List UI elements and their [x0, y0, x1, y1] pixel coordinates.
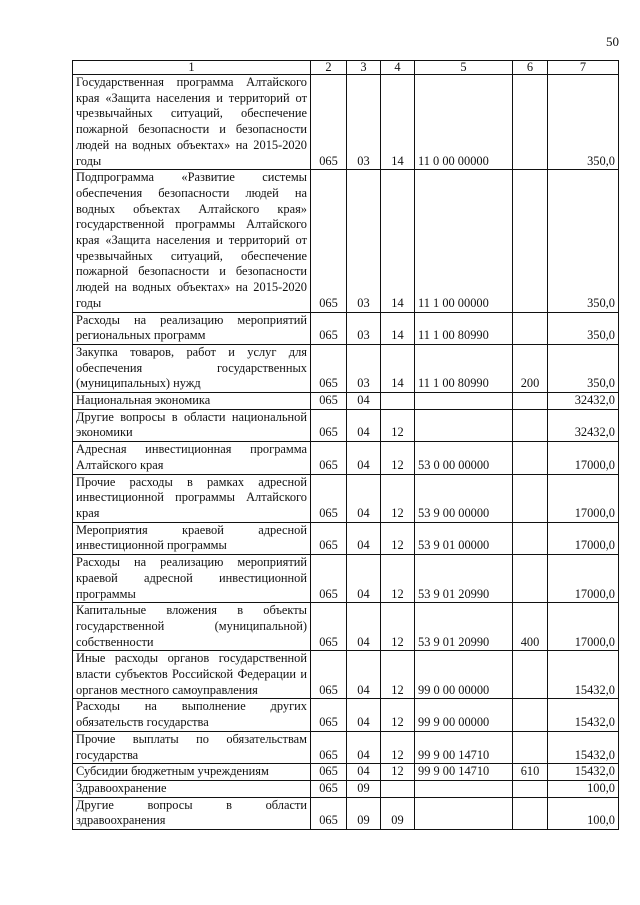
- row-ministry-code: 065: [311, 780, 347, 797]
- row-amount: 32432,0: [548, 409, 619, 441]
- row-target-code: 11 0 00 00000: [415, 75, 513, 170]
- row-amount: 15432,0: [548, 731, 619, 763]
- row-amount: 350,0: [548, 344, 619, 392]
- row-amount: 32432,0: [548, 393, 619, 410]
- row-name: Расходы на реализацию мероприятий краевой адресной инвестиционной программы: [73, 555, 311, 603]
- budget-table: [72, 60, 619, 830]
- row-expense-type: [513, 312, 548, 344]
- row-subsection-code: 12: [381, 699, 415, 731]
- row-ministry-code: 065: [311, 344, 347, 392]
- table-row: [73, 651, 619, 699]
- row-subsection-code: 14: [381, 344, 415, 392]
- row-amount: 15432,0: [548, 699, 619, 731]
- table-row: [73, 170, 619, 312]
- row-amount: 350,0: [548, 75, 619, 170]
- row-ministry-code: 065: [311, 442, 347, 474]
- row-ministry-code: 065: [311, 522, 347, 554]
- row-target-code: 53 9 00 00000: [415, 474, 513, 522]
- row-expense-type: [513, 780, 548, 797]
- row-subsection-code: 12: [381, 764, 415, 781]
- row-name: Иные расходы органов государственной власти субъектов Российской Федерации и органов местного самоуправления: [73, 651, 311, 699]
- row-amount: 15432,0: [548, 651, 619, 699]
- row-name: Мероприятия краевой адресной инвестиционной программы: [73, 522, 311, 554]
- row-section-code: 04: [347, 651, 381, 699]
- table-row: [73, 393, 619, 410]
- column-header: 1: [73, 61, 311, 75]
- row-ministry-code: 065: [311, 764, 347, 781]
- column-header: 5: [415, 61, 513, 75]
- row-expense-type: [513, 393, 548, 410]
- row-target-code: 53 9 01 00000: [415, 522, 513, 554]
- row-ministry-code: 065: [311, 312, 347, 344]
- row-subsection-code: 12: [381, 442, 415, 474]
- row-target-code: [415, 409, 513, 441]
- row-amount: 17000,0: [548, 603, 619, 651]
- row-subsection-code: [381, 393, 415, 410]
- table-row: [73, 474, 619, 522]
- table-row: [73, 344, 619, 392]
- row-subsection-code: 14: [381, 312, 415, 344]
- table-row: [73, 409, 619, 441]
- row-ministry-code: 065: [311, 474, 347, 522]
- row-section-code: 04: [347, 522, 381, 554]
- row-target-code: 53 0 00 00000: [415, 442, 513, 474]
- row-name: Другие вопросы в области национальной экономики: [73, 409, 311, 441]
- row-name: Национальная экономика: [73, 393, 311, 410]
- row-name: Подпрограмма «Развитие системы обеспечения безопасности людей на водных объектах Алтайского края» государственной программы Алтайского края «Защита населения и территорий от чрезвычайных ситуаций, обеспечение пожарной безопасности и безопасности людей на водных объектах» на 2015-2020 годы: [73, 170, 311, 312]
- row-section-code: 04: [347, 393, 381, 410]
- row-ministry-code: 065: [311, 75, 347, 170]
- row-name: Прочие выплаты по обязательствам государства: [73, 731, 311, 763]
- row-name: Здравоохранение: [73, 780, 311, 797]
- row-target-code: 53 9 01 20990: [415, 555, 513, 603]
- row-ministry-code: 065: [311, 699, 347, 731]
- row-ministry-code: 065: [311, 651, 347, 699]
- table-row: [73, 555, 619, 603]
- table-row: [73, 797, 619, 829]
- row-section-code: 03: [347, 344, 381, 392]
- row-amount: 100,0: [548, 797, 619, 829]
- row-target-code: 99 9 00 14710: [415, 731, 513, 763]
- row-name: Прочие расходы в рамках адресной инвестиционной программы Алтайского края: [73, 474, 311, 522]
- row-section-code: 03: [347, 312, 381, 344]
- row-expense-type: [513, 75, 548, 170]
- row-expense-type: 610: [513, 764, 548, 781]
- row-section-code: 03: [347, 170, 381, 312]
- table-row: [73, 699, 619, 731]
- row-target-code: [415, 780, 513, 797]
- row-subsection-code: 12: [381, 651, 415, 699]
- row-section-code: 09: [347, 797, 381, 829]
- row-name: Адресная инвестиционная программа Алтайского края: [73, 442, 311, 474]
- row-section-code: 03: [347, 75, 381, 170]
- table-row: [73, 312, 619, 344]
- row-ministry-code: 065: [311, 409, 347, 441]
- row-name: Капитальные вложения в объекты государственной (муниципальной) собственности: [73, 603, 311, 651]
- row-subsection-code: 12: [381, 474, 415, 522]
- row-subsection-code: 09: [381, 797, 415, 829]
- row-target-code: 53 9 01 20990: [415, 603, 513, 651]
- row-subsection-code: 12: [381, 731, 415, 763]
- row-ministry-code: 065: [311, 555, 347, 603]
- row-name: Закупка товаров, работ и услуг для обеспечения государственных (муниципальных) нужд: [73, 344, 311, 392]
- row-expense-type: [513, 699, 548, 731]
- row-ministry-code: 065: [311, 393, 347, 410]
- row-subsection-code: 12: [381, 555, 415, 603]
- row-section-code: 04: [347, 555, 381, 603]
- column-header: 4: [381, 61, 415, 75]
- row-expense-type: [513, 731, 548, 763]
- row-subsection-code: 12: [381, 522, 415, 554]
- row-subsection-code: [381, 780, 415, 797]
- page-number: 50: [606, 34, 619, 49]
- row-amount: 17000,0: [548, 474, 619, 522]
- row-target-code: [415, 797, 513, 829]
- row-expense-type: [513, 474, 548, 522]
- row-section-code: 04: [347, 731, 381, 763]
- row-amount: 17000,0: [548, 522, 619, 554]
- row-expense-type: [513, 442, 548, 474]
- row-name: Государственная программа Алтайского края «Защита населения и территорий от чрезвычайных ситуаций, обеспечение пожарной безопасности и безопасности людей на водных объектах» на 2015-2020 годы: [73, 75, 311, 170]
- table-row: [73, 731, 619, 763]
- row-target-code: 11 1 00 80990: [415, 344, 513, 392]
- row-amount: 15432,0: [548, 764, 619, 781]
- row-section-code: 04: [347, 764, 381, 781]
- row-ministry-code: 065: [311, 797, 347, 829]
- table-row: [73, 442, 619, 474]
- row-section-code: 04: [347, 474, 381, 522]
- row-name: Расходы на реализацию мероприятий региональных программ: [73, 312, 311, 344]
- column-header: 3: [347, 61, 381, 75]
- row-expense-type: [513, 522, 548, 554]
- table-row: [73, 603, 619, 651]
- row-ministry-code: 065: [311, 731, 347, 763]
- column-header: 7: [548, 61, 619, 75]
- row-subsection-code: 14: [381, 170, 415, 312]
- row-target-code: 99 9 00 00000: [415, 699, 513, 731]
- row-amount: 350,0: [548, 312, 619, 344]
- row-amount: 350,0: [548, 170, 619, 312]
- table-row: [73, 780, 619, 797]
- row-name: Субсидии бюджетным учреждениям: [73, 764, 311, 781]
- row-section-code: 04: [347, 603, 381, 651]
- row-expense-type: [513, 797, 548, 829]
- row-target-code: 99 0 00 00000: [415, 651, 513, 699]
- row-name: Расходы на выполнение других обязательств государства: [73, 699, 311, 731]
- row-amount: 100,0: [548, 780, 619, 797]
- row-subsection-code: 12: [381, 409, 415, 441]
- row-expense-type: [513, 555, 548, 603]
- row-ministry-code: 065: [311, 170, 347, 312]
- column-header: 2: [311, 61, 347, 75]
- row-target-code: [415, 393, 513, 410]
- row-section-code: 09: [347, 780, 381, 797]
- row-ministry-code: 065: [311, 603, 347, 651]
- table-row: [73, 522, 619, 554]
- row-expense-type: 400: [513, 603, 548, 651]
- row-expense-type: [513, 409, 548, 441]
- row-target-code: 11 1 00 00000: [415, 170, 513, 312]
- row-expense-type: [513, 170, 548, 312]
- table-row: [73, 764, 619, 781]
- row-section-code: 04: [347, 409, 381, 441]
- row-amount: 17000,0: [548, 442, 619, 474]
- row-section-code: 04: [347, 699, 381, 731]
- column-header: 6: [513, 61, 548, 75]
- row-amount: 17000,0: [548, 555, 619, 603]
- row-subsection-code: 14: [381, 75, 415, 170]
- row-expense-type: 200: [513, 344, 548, 392]
- row-expense-type: [513, 651, 548, 699]
- row-section-code: 04: [347, 442, 381, 474]
- row-target-code: 99 9 00 14710: [415, 764, 513, 781]
- row-target-code: 11 1 00 80990: [415, 312, 513, 344]
- row-name: Другие вопросы в области здравоохранения: [73, 797, 311, 829]
- row-subsection-code: 12: [381, 603, 415, 651]
- header-row: [73, 61, 619, 75]
- table-row: [73, 75, 619, 170]
